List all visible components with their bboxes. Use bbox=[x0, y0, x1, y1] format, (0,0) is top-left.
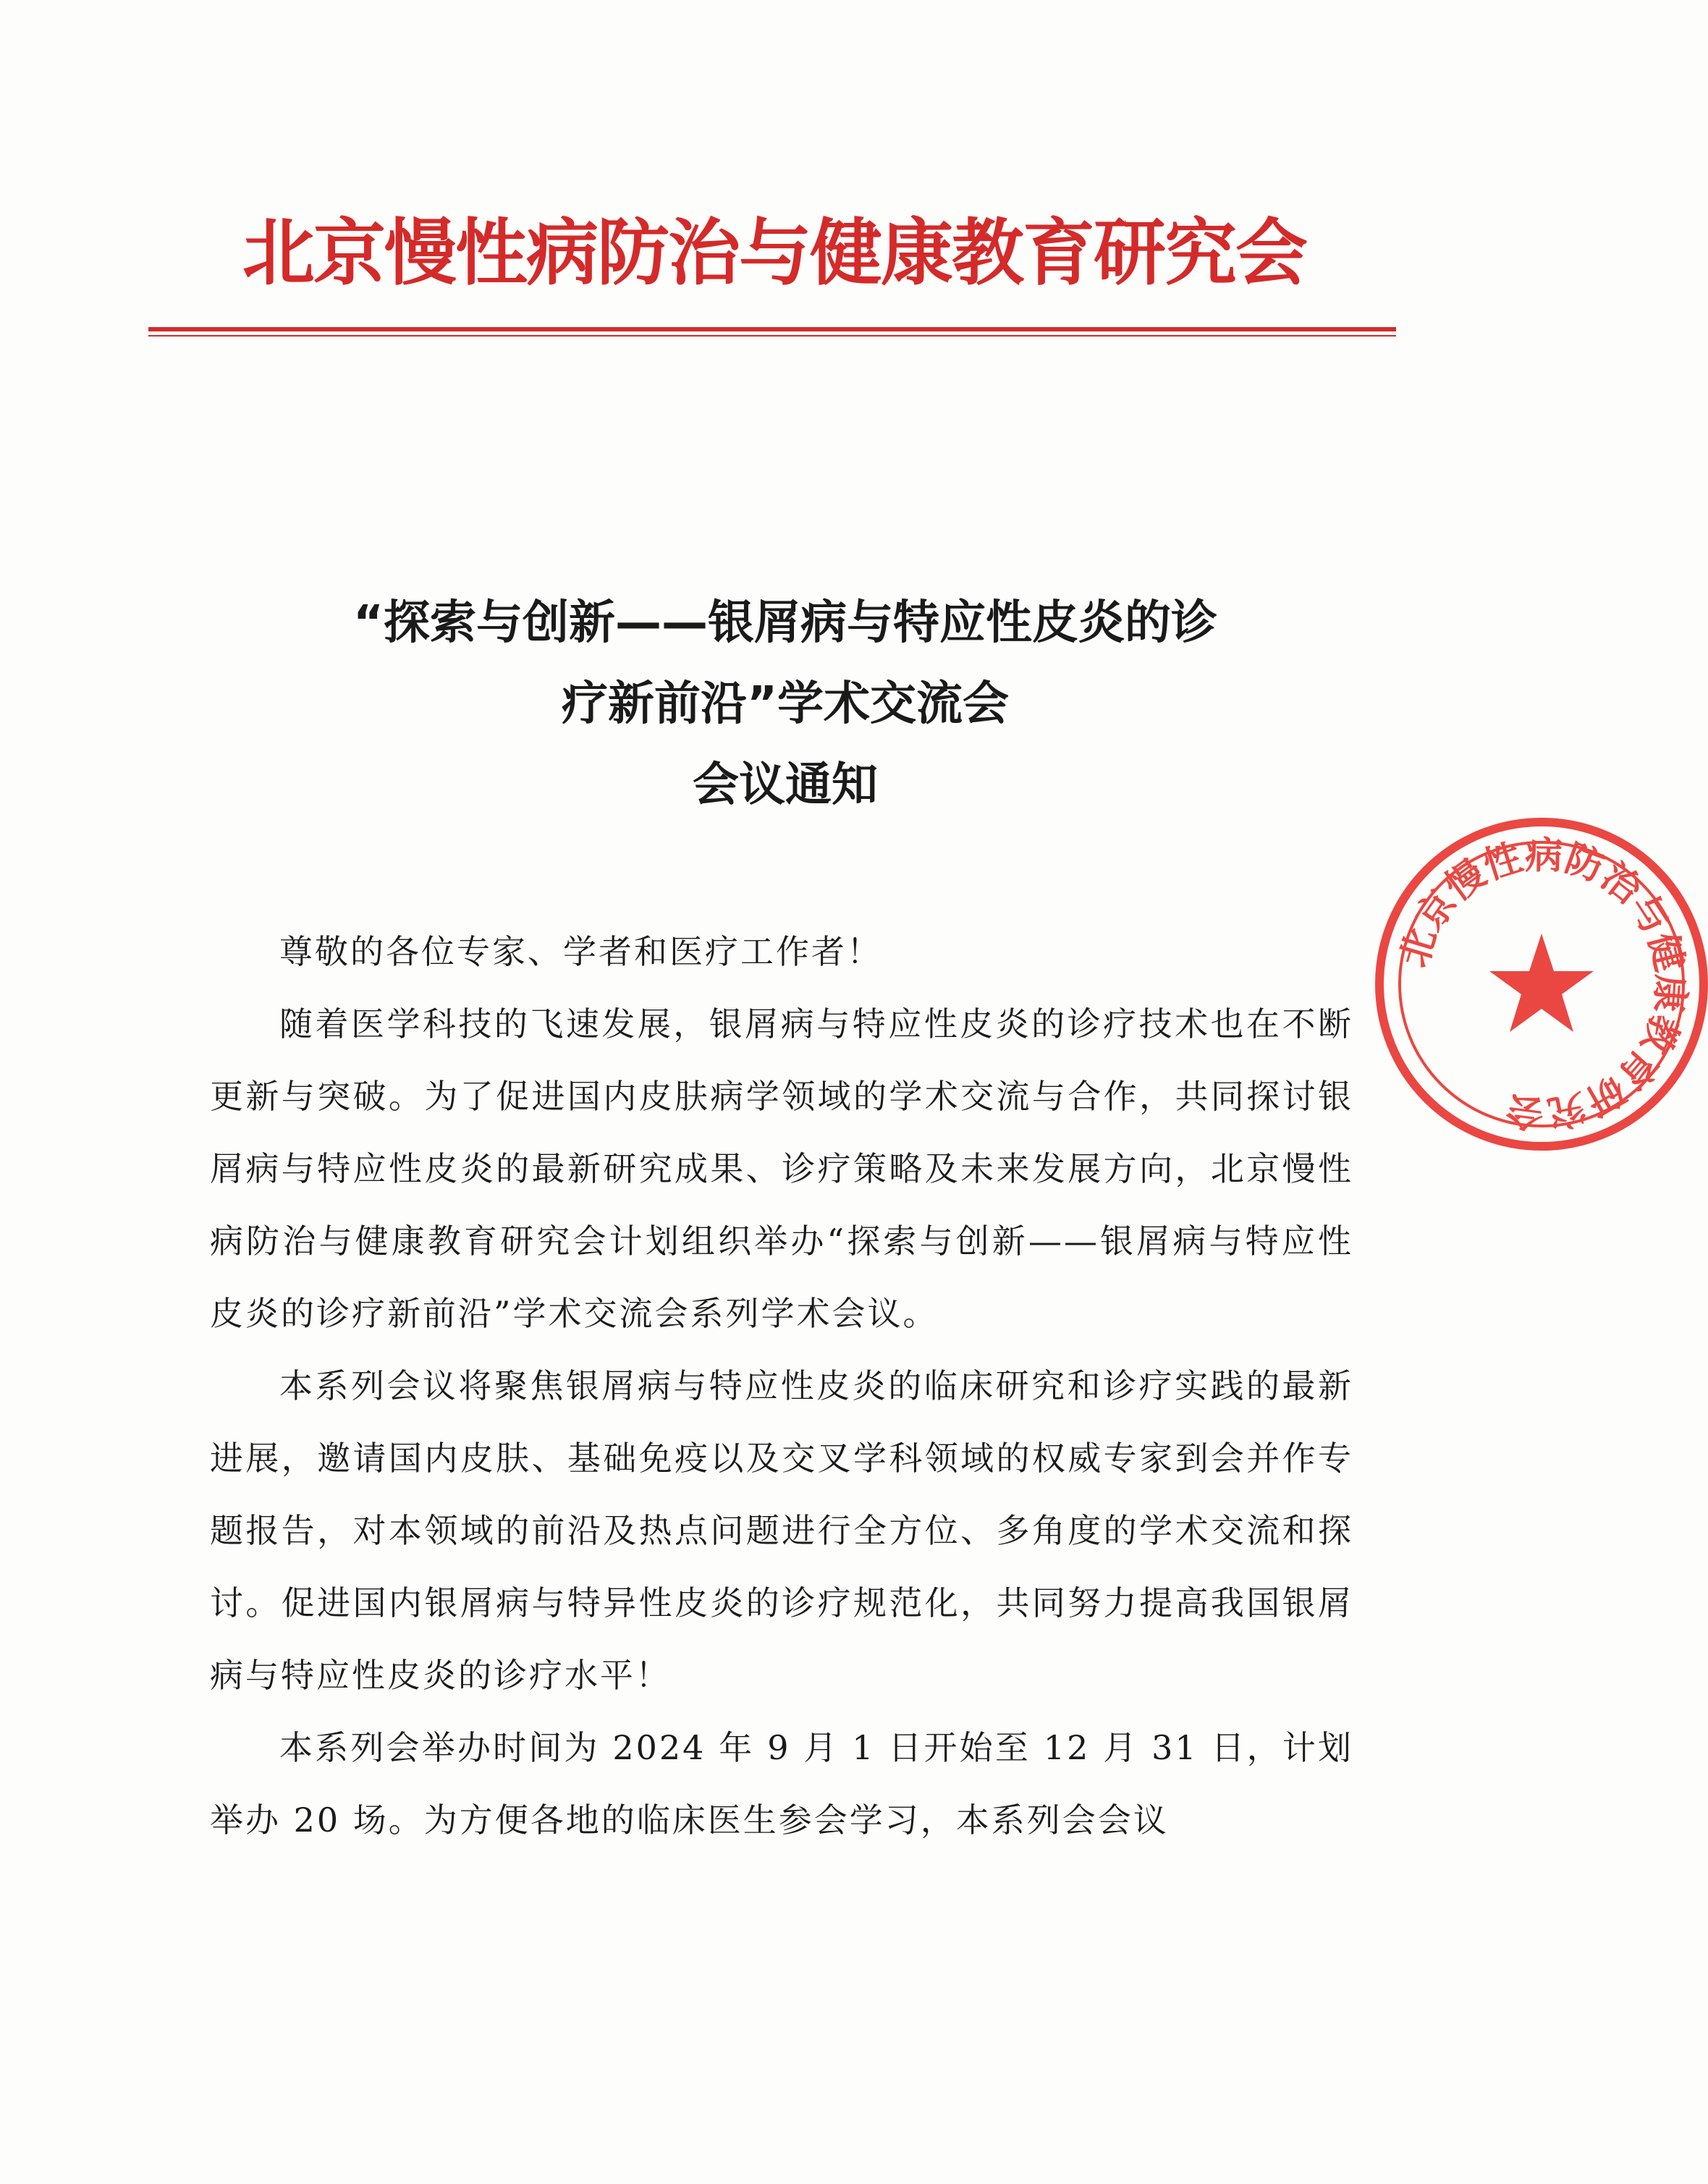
notice-title-line3: 会议通知 bbox=[693, 758, 878, 812]
notice-title-line2: 疗新前沿”学术交流会 bbox=[561, 677, 1010, 731]
notice-title-line1: “探索与创新——银屑病与特应性皮炎的诊 bbox=[352, 596, 1218, 650]
paragraph-background: 随着医学科技的飞速发展，银屑病与特应性皮炎的诊疗技术也在不断更新与突破。为了促进国内皮肤病学领域的学术交流与合作，共同探讨银屑病与特应性皮炎的最新研究成果、诊疗策略及未来发展方向，北京慢性病防治与健康教育研究会计划组织举办“探索与创新——银屑病与特应性皮炎的诊疗新前沿”学术交流会系列学术会议。 bbox=[210, 1004, 1353, 1333]
notice-body bbox=[210, 915, 1353, 1856]
official-seal bbox=[1375, 818, 1708, 1151]
paragraph-agenda: 本系列会议将聚焦银屑病与特应性皮炎的临床研究和诊疗实践的最新进展，邀请国内皮肤、基础免疫以及交叉学科领域的权威专家到会并作专题报告，对本领域的前沿及热点问题进行全方位、多角度的学术交流和探讨。促进国内银屑病与特异性皮炎的诊疗规范化，共同努力提高我国银屑病与特应性皮炎的诊疗水平！ bbox=[210, 1366, 1353, 1695]
letterhead-rule-thin bbox=[148, 335, 1396, 337]
seal-star-icon bbox=[1489, 934, 1594, 1032]
letterhead-org-name: 北京慢性病防治与健康教育研究会 bbox=[242, 211, 1306, 295]
seal-graphic bbox=[1375, 818, 1708, 1151]
notice-title bbox=[217, 583, 1353, 826]
seal-text: 北京慢性病防治与健康教育研究会 bbox=[1392, 834, 1693, 1135]
paragraph-schedule: 本系列会举办时间为 2024 年 9 月 1 日开始至 12 月 31 日，计划举办 20 场。为方便各地的临床医生参会学习，本系列会会议 bbox=[210, 1728, 1353, 1840]
greeting: 尊敬的各位专家、学者和医疗工作者！ bbox=[279, 932, 882, 971]
letterhead-rule-thick bbox=[148, 327, 1396, 331]
